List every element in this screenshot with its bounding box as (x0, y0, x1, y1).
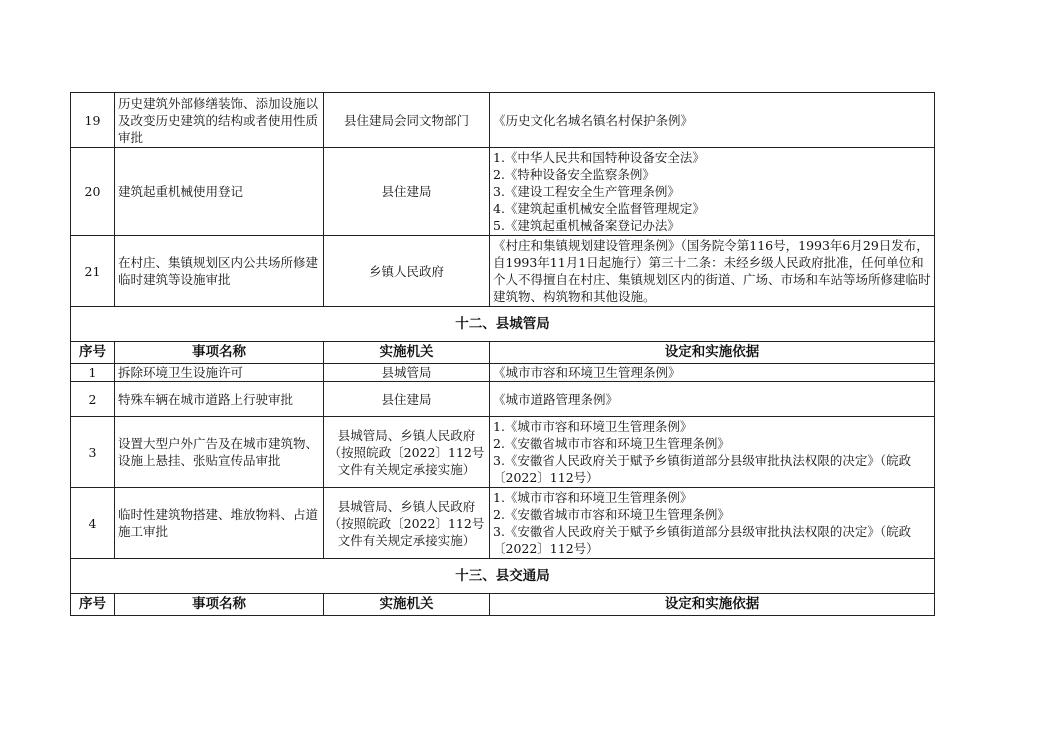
implementing-agency: 县城管局、乡镇人民政府（按照皖政〔2022〕112号文件有关规定承接实施） (324, 417, 490, 488)
basis-line: 1.《城市市容和环境卫生管理条例》 (493, 490, 693, 505)
column-header-basis: 设定和实施依据 (490, 594, 935, 616)
item-name: 拆除环境卫生设施许可 (115, 364, 324, 382)
approval-items-table-page (70, 92, 934, 616)
row-number: 3 (71, 417, 115, 488)
row-number: 21 (71, 236, 115, 307)
legal-basis (490, 364, 935, 382)
basis-line: 2.《安徽省城市市容和环境卫生管理条例》 (493, 436, 730, 451)
table-row (71, 93, 935, 148)
basis-line: 《历史文化名城名镇名村保护条例》 (493, 112, 694, 128)
column-header-basis: 设定和实施依据 (490, 342, 935, 364)
implementing-agency: 乡镇人民政府 (324, 236, 490, 307)
table-row (71, 382, 935, 417)
implementing-agency: 县住建局会同文物部门 (324, 93, 490, 148)
table-row (71, 364, 935, 382)
basis-line: 《城市道路管理条例》 (493, 391, 619, 407)
item-name: 临时性建筑物搭建、堆放物料、占道施工审批 (115, 488, 324, 559)
basis-line: 《城市市容和环境卫生管理条例》 (493, 365, 681, 380)
column-header-name: 事项名称 (115, 594, 324, 616)
column-header-name: 事项名称 (115, 342, 324, 364)
legal-basis (490, 417, 935, 488)
row-number: 1 (71, 364, 115, 382)
section-heading-row (71, 307, 935, 342)
implementing-agency: 县住建局 (324, 382, 490, 417)
approval-items-table (70, 92, 935, 616)
legal-basis (490, 488, 935, 559)
section-title: 十二、县城管局 (71, 307, 935, 342)
item-name: 建筑起重机械使用登记 (115, 148, 324, 236)
table-header-row (71, 594, 935, 616)
table-row (71, 148, 935, 236)
table-header-row (71, 342, 935, 364)
item-name: 特殊车辆在城市道路上行驶审批 (115, 382, 324, 417)
implementing-agency: 县城管局 (324, 364, 490, 382)
item-name: 在村庄、集镇规划区内公共场所修建临时建筑等设施审批 (115, 236, 324, 307)
item-name: 历史建筑外部修缮装饰、添加设施以及改变历史建筑的结构或者使用性质审批 (115, 93, 324, 148)
row-number: 2 (71, 382, 115, 417)
section-heading-row (71, 559, 935, 594)
table-row (71, 417, 935, 488)
implementing-agency: 县住建局 (324, 148, 490, 236)
basis-line: 3.《安徽省人民政府关于赋予乡镇街道部分县级审批执法权限的决定》（皖政〔2022〕112号） (493, 524, 912, 556)
legal-basis (490, 382, 935, 417)
table-row (71, 236, 935, 307)
basis-line: 3.《建设工程安全生产管理条例》 (493, 184, 680, 199)
table-row (71, 488, 935, 559)
basis-line: 3.《安徽省人民政府关于赋予乡镇街道部分县级审批执法权限的决定》（皖政〔2022〕112号） (493, 453, 912, 485)
basis-line: 1.《中华人民共和国特种设备安全法》 (493, 150, 705, 165)
section-title: 十三、县交通局 (71, 559, 935, 594)
basis-line: 4.《建筑起重机械安全监督管理规定》 (493, 201, 705, 216)
column-header-number: 序号 (71, 342, 115, 364)
column-header-agency: 实施机关 (324, 342, 490, 364)
legal-basis (490, 236, 935, 307)
column-header-number: 序号 (71, 594, 115, 616)
row-number: 20 (71, 148, 115, 236)
row-number: 19 (71, 93, 115, 148)
legal-basis (490, 148, 935, 236)
basis-line: 2.《安徽省城市市容和环境卫生管理条例》 (493, 507, 730, 522)
implementing-agency: 县城管局、乡镇人民政府（按照皖政〔2022〕112号文件有关规定承接实施） (324, 488, 490, 559)
legal-basis (490, 93, 935, 148)
column-header-agency: 实施机关 (324, 594, 490, 616)
basis-line: 1.《城市市容和环境卫生管理条例》 (493, 419, 693, 434)
item-name: 设置大型户外广告及在城市建筑物、设施上悬挂、张贴宣传品审批 (115, 417, 324, 488)
basis-line: 5.《建筑起重机械备案登记办法》 (493, 218, 680, 233)
basis-line: 《村庄和集镇规划建设管理条例》（国务院令第116号，1993年6月29日发布，自1993年11月1日起施行）第三十二条：未经乡级人民政府批准，任何单位和个人不得擅自在村庄、集镇规划区内的街道、广场、市场和车站等场所修建临时建筑物、构筑物和其他设施。 (493, 238, 931, 304)
row-number: 4 (71, 488, 115, 559)
basis-line: 2.《特种设备安全监察条例》 (493, 167, 655, 182)
